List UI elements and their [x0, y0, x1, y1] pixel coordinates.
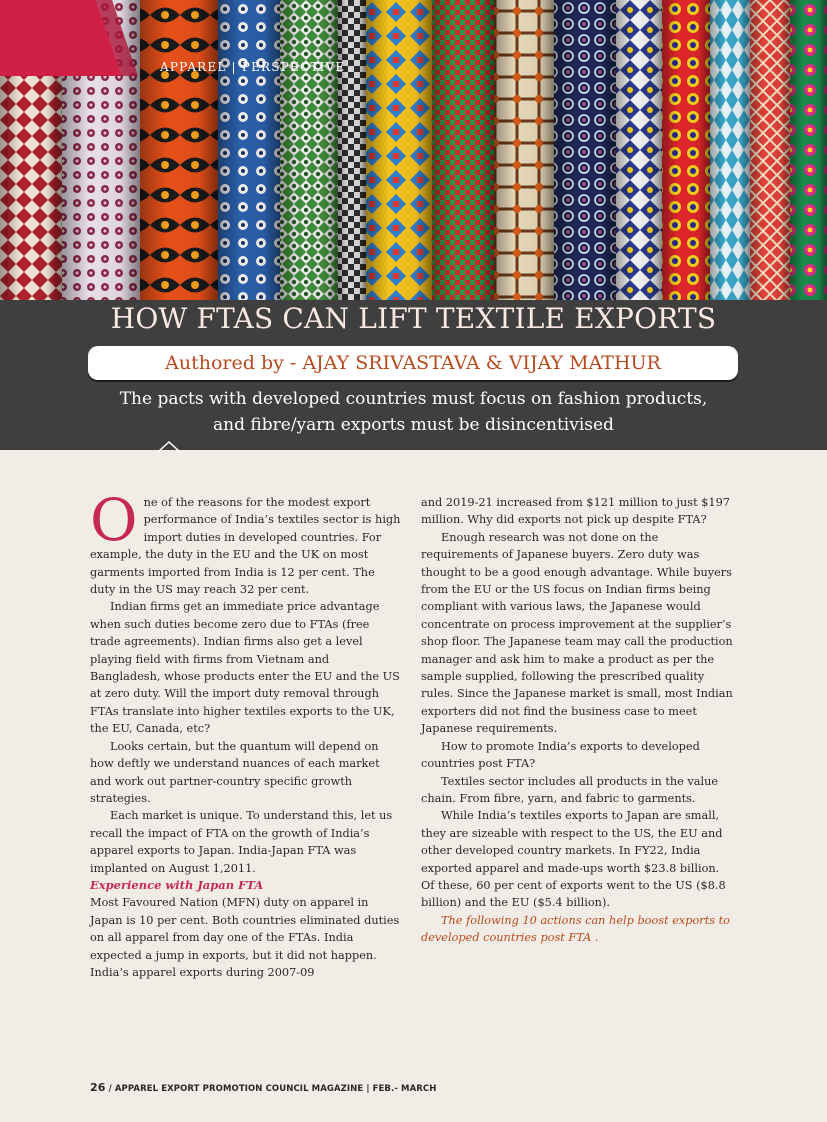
right-paragraph-4: Textiles sector includes all products in the value chain. From fibre, yarn, and fabric to garments. [421, 774, 719, 805]
left-paragraph-2: Indian firms get an immediate price advantage when such duties become zero due to FTAs (free trade agreements). Indian firms also get a level playing field with firms from Vietnam and Bangladesh, whose products enter the EU and the US at zero duty. Will the import duty removal through FTAs translate into higher textiles exports to the UK, the EU, Canada, etc? [90, 600, 400, 736]
left-column [90, 486, 402, 981]
article-dek [40, 386, 787, 438]
hero-fabric-photo [0, 0, 827, 300]
page-number: 26 [90, 1081, 106, 1094]
article-headline: HOW FTAS CAN LIFT TEXTILE EXPORTS [110, 302, 717, 335]
right-paragraph-3: How to promote India’s exports to developed countries post FTA? [421, 739, 700, 771]
drop-cap: O [90, 486, 138, 554]
left-paragraph-5: Most Favoured Nation (MFN) duty on apparel in Japan is 10 per cent. Both countries eliminated duties on all apparel from day one of the FTAs. India expected a jump in exports, but it did not happen. India’s apparel exports during 2007-09 [90, 896, 400, 979]
right-paragraph-2: Enough research was not done on the requirements of Japanese buyers. Zero duty was thought to be a good enough advantage. While buyers from the EU or the US focus on Indian firms being compliant with various laws, the Japanese would concentrate on process improvement at the supplier’s shop floor. The Japanese team may call the production manager and ask him to make a product as per the sample supplied, following the prescribed quality rules. Since the Japanese market is small, most Indian exporters did not find the business case to meet Japanese requirements. [421, 530, 733, 736]
right-paragraph-5: While India’s textiles exports to Japan are small, they are sizeable with respect to the US, the EU and other developed country markets. In FY22, India exported apparel and made-ups worth $23.8 billion. Of these, 60 per cent of exports went to the US ($8.8 billion) and the EU ($5.4 billion). [421, 809, 726, 910]
left-paragraph-4: Each market is unique. To understand this, let us recall the impact of FTA on the growth of India’s apparel exports to Japan. India-Japan FTA was implanted on August 1,2011. [90, 809, 393, 875]
section-tab-shape [0, 0, 160, 76]
right-paragraph-1: and 2019-21 increased from $121 million to just $197 million. Why did exports not pick up despite FTA? [421, 496, 730, 527]
author-line: Authored by - AJAY SRIVASTAVA & VIJAY MATHUR [165, 352, 661, 374]
footer-text: / APPAREL EXPORT PROMOTION COUNCIL MAGAZINE | FEB.- MARCH [108, 1084, 437, 1094]
author-box [88, 346, 738, 380]
dek-line-1: The pacts with developed countries must focus on fashion products, [119, 389, 708, 409]
right-column [421, 494, 733, 947]
section-label: APPAREL | PERSPECTIVE [160, 60, 346, 74]
left-paragraph-3: Looks certain, but the quantum will depend on how deftly we understand nuances of each market and work out partner-country specific growth strategies. [90, 739, 380, 805]
left-paragraph-1-text: ne of the reasons for the modest export performance of India’s textiles sector is high import duties in developed countries. For example, the duty in the EU and the UK on most garments imported from India is 12 per cent. The duty in the US may reach 32 per cent. [90, 496, 401, 597]
band-notch-arrow [158, 440, 180, 452]
subhead-japan-fta: Experience with Japan FTA [90, 877, 264, 892]
closing-callout: The following 10 actions can help boost exports to developed countries post FTA . [421, 913, 730, 945]
title-band [0, 300, 827, 450]
left-paragraph-1 [90, 486, 402, 598]
page-footer [90, 1081, 436, 1094]
dek-line-2: and fibre/yarn exports must be disincentivised [213, 415, 614, 435]
